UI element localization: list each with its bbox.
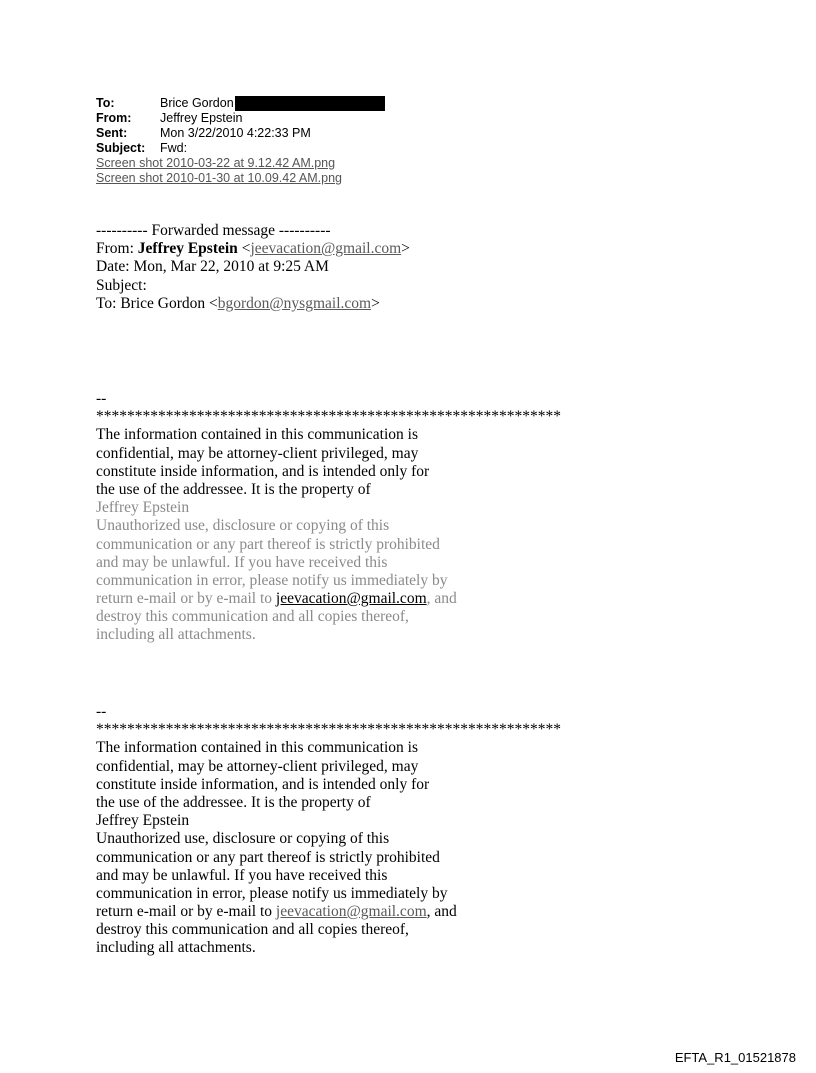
disclaimer-line: communication in error, please notify us immediately by xyxy=(96,571,448,589)
disclaimer-line: The information contained in this communication is xyxy=(96,426,418,444)
forwarded-from-name: Jeffrey Epstein xyxy=(137,240,238,258)
subject-row xyxy=(96,141,385,156)
disclaimer-line: constitute inside information, and is intended only for xyxy=(96,775,430,793)
return-prefix: return e-mail or by e-mail to xyxy=(96,903,276,921)
forwarded-from-prefix: From: xyxy=(96,240,138,258)
forwarded-subject-line: Subject: xyxy=(96,276,147,294)
redaction-box xyxy=(235,96,385,111)
from-label: From: xyxy=(96,111,132,125)
disclaimer-line: the use of the addressee. It is the property of xyxy=(96,480,371,498)
disclaimer-return-line xyxy=(96,590,716,608)
disclaimer-return-line xyxy=(96,903,716,921)
subject-label: Subject: xyxy=(96,141,146,155)
disclaimer-line: destroy this communication and all copies thereof, xyxy=(96,608,409,626)
forwarded-message xyxy=(96,222,410,313)
disclaimer-line: Unauthorized use, disclosure or copying of this xyxy=(96,830,390,848)
forwarded-to-prefix: To: Brice Gordon < xyxy=(96,294,218,312)
disclaimer-line: constitute inside information, and is intended only for xyxy=(96,462,430,480)
to-value: Brice Gordon xyxy=(160,96,234,110)
disclaimer-line: destroy this communication and all copies thereof, xyxy=(96,921,409,939)
disclaimer-line: and may be unlawful. If you have received this xyxy=(96,866,388,884)
to-label: To: xyxy=(96,96,115,110)
forwarded-divider: ---------- Forwarded message ---------- xyxy=(96,222,331,239)
disclaimer-stars: ************************************************************ xyxy=(96,721,561,739)
attachment-link-2[interactable]: Screen shot 2010-01-30 at 10.09.42 AM.png xyxy=(96,171,343,185)
disclaimer-line: the use of the addressee. It is the property of xyxy=(96,793,371,811)
forwarded-from-email-link[interactable]: jeevacation@gmail.com xyxy=(250,240,402,258)
disclaimer-separator: -- xyxy=(96,703,107,720)
disclaimer-separator: -- xyxy=(96,390,107,407)
forwarded-to-line: To: Brice Gordon <bgordon@nysgmail.com> xyxy=(96,294,380,312)
disclaimer-line: including all attachments. xyxy=(96,939,256,957)
from-row xyxy=(96,111,385,126)
email-header xyxy=(96,96,385,186)
disclaimer-2 xyxy=(96,703,716,958)
disclaimer-line: Unauthorized use, disclosure or copying of this xyxy=(96,517,390,535)
return-prefix: return e-mail or by e-mail to xyxy=(96,590,276,608)
from-value: Jeffrey Epstein xyxy=(160,111,243,125)
disclaimer-line: communication or any part thereof is strictly prohibited xyxy=(96,848,440,866)
forwarded-date-line: Date: Mon, Mar 22, 2010 at 9:25 AM xyxy=(96,258,329,276)
forwarded-from-line: From: Jeffrey Epstein <jeevacation@gmail.com> xyxy=(96,240,410,258)
disclaimer-line: The information contained in this communication is xyxy=(96,739,418,757)
sent-row xyxy=(96,126,385,141)
to-row xyxy=(96,96,385,111)
disclaimer-stars: ************************************************************ xyxy=(96,408,561,426)
disclaimer-email-link[interactable]: jeevacation@gmail.com xyxy=(275,590,427,608)
document-id-footer: EFTA_R1_01521878 xyxy=(674,1050,796,1065)
disclaimer-line: Jeffrey Epstein xyxy=(96,812,190,830)
disclaimer-line: including all attachments. xyxy=(96,626,256,644)
disclaimer-line: communication in error, please notify us immediately by xyxy=(96,884,448,902)
sent-label: Sent: xyxy=(96,126,128,140)
disclaimer-email-link[interactable]: jeevacation@gmail.com xyxy=(275,903,427,921)
disclaimer-line: confidential, may be attorney-client privileged, may xyxy=(96,444,419,462)
return-suffix: , and xyxy=(426,590,457,608)
disclaimer-line: and may be unlawful. If you have received this xyxy=(96,553,388,571)
disclaimer-1 xyxy=(96,390,716,645)
subject-value: Fwd: xyxy=(160,141,188,155)
disclaimer-line: confidential, may be attorney-client privileged, may xyxy=(96,757,419,775)
disclaimer-line: Jeffrey Epstein xyxy=(96,499,190,517)
attachment-link-1[interactable]: Screen shot 2010-03-22 at 9.12.42 AM.png xyxy=(96,156,336,170)
forwarded-to-email-link[interactable]: bgordon@nysgmail.com xyxy=(217,294,372,312)
return-suffix: , and xyxy=(426,903,457,921)
disclaimer-line: communication or any part thereof is strictly prohibited xyxy=(96,535,440,553)
sent-value: Mon 3/22/2010 4:22:33 PM xyxy=(160,126,311,140)
